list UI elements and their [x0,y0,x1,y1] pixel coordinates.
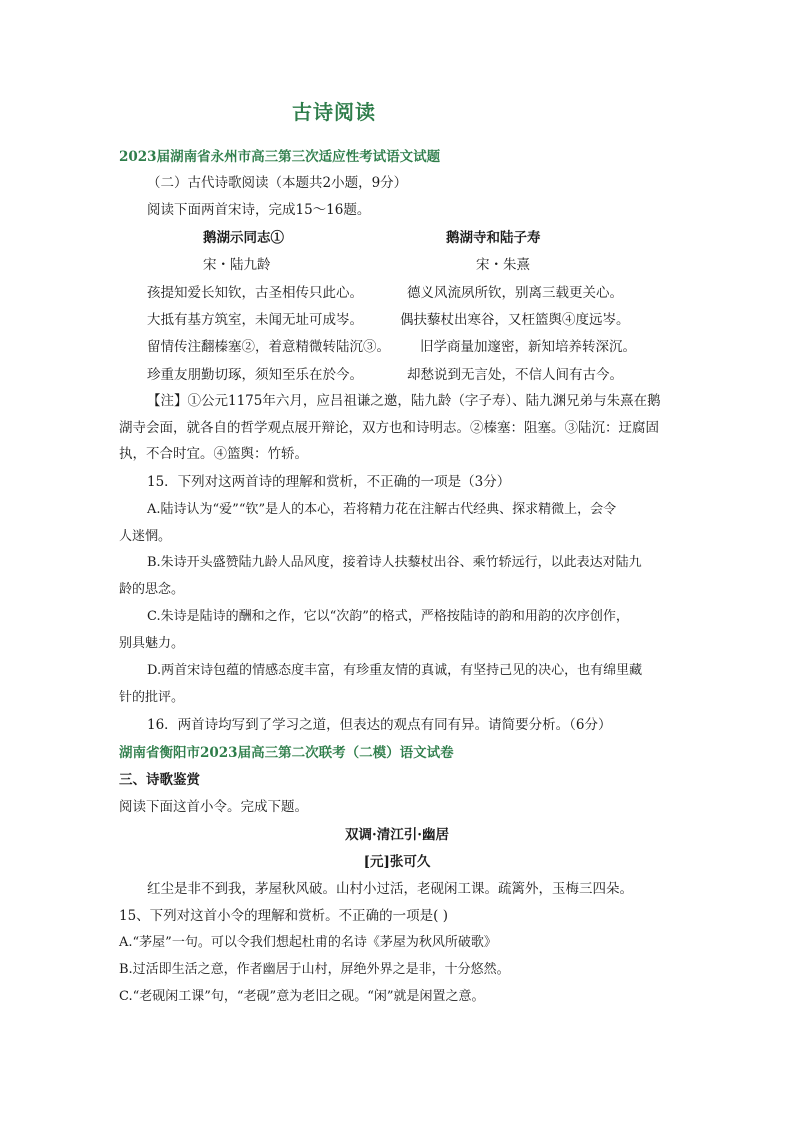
option-d-cont: 针的批评。 [119,690,185,705]
poem1-line: 珍重友朋勤切琢，须知至乐在於今。 [147,367,363,383]
poem1-line: 孩提知爱长知钦，古圣相传只此心。 [147,285,363,301]
section-heading-2: 三、诗歌鉴赏 [119,772,200,788]
poem2-author: 宋・朱熹 [476,257,530,273]
source-heading-2: 湖南省衡阳市2023届高三第二次联考（二模）语文试卷 [119,745,454,761]
option-b-cont: 龄的思念。 [119,582,185,597]
poem1-line: 大抵有基方筑室，未闻无址可成岑。 [147,312,363,328]
option-b: B.朱诗开头盛赞陆九龄人品风度，接着诗人扶藜杖出谷、乘竹轿远行，以此表达对陆九 [147,555,642,570]
poem2-title: 鹅湖寺和陆子寿 [446,230,541,246]
poem2-line: 偶扶藜杖出寒谷，又枉篮舆④度远岑。 [400,312,630,328]
option-c-2: C.“老砚闲工课”句，“老砚”意为老旧之砚。“闲”就是闲置之意。 [119,989,485,1004]
instruction: 阅读下面两首宋诗，完成15～16题。 [147,202,371,218]
question-16: 16．两首诗均写到了学习之道，但表达的观点有同有异。请简要分析。（6分） [147,717,612,733]
instruction-2: 阅读下面这首小令。完成下题。 [119,799,308,815]
note-text: 【注】①公元1175年六月，应吕祖谦之邀，陆九龄（字子寿）、陆九渊兄弟与朱熹在鹅 [147,393,661,409]
page-title: 古诗阅读 [292,100,376,124]
source-heading-1: 2023届湖南省永州市高三第三次适应性考试语文试题 [119,149,441,165]
section-heading: （二）古代诗歌阅读（本题共2小题，9分） [147,175,408,191]
poem1-line: 留情传注翻榛塞②，着意精微转陆沉③。 [147,339,390,355]
note-text: 湖寺会面，就各自的哲学观点展开辩论，双方也和诗明志。②榛塞：阻塞。③陆沉：迂腐固 [119,420,659,436]
poem2-line: 却愁说到无言处，不信人间有古今。 [407,367,623,383]
option-a-cont: 人迷惘。 [119,529,172,544]
poem-author: [元]张可久 [363,854,431,870]
option-a: A.陆诗认为“爱”“钦”是人的本心，若将精力花在注解古代经典、探求精微上，会令 [147,502,617,517]
poem2-line: 德义风流夙所钦，别离三载更关心。 [407,285,623,301]
option-b-2: B.过活即生活之意，作者幽居于山村，屏绝外界之是非，十分悠然。 [119,962,510,977]
question-15b: 15、下列对这首小令的理解和赏析。不正确的一项是( ) [119,908,449,924]
poem1-title: 鹅湖示同志① [203,230,284,246]
option-c-cont: 别具魅力。 [119,636,185,651]
poem-title: 双调·清江引·幽居 [345,827,449,843]
poem1-author: 宋・陆九龄 [203,257,271,273]
poem2-line: 旧学商量加邃密，新知培养转深沉。 [420,339,636,355]
option-a-2: A.“茅屋”一句。可以令我们想起杜甫的名诗《茅屋为秋风所破歌》 [119,935,497,950]
option-c: C.朱诗是陆诗的酬和之作，它以“次韵”的格式，严格按陆诗的韵和用韵的次序创作， [147,609,629,624]
note-text: 执，不合时宜。④篮舆：竹轿。 [119,446,308,462]
option-d: D.两首宋诗包蕴的情感态度丰富，有珍重友情的真诚，有坚持己见的决心，也有绵里藏 [147,663,643,678]
question-15: 15．下列对这两首诗的理解和赏析，不正确的一项是（3分） [147,474,511,490]
poem-text: 红尘是非不到我，茅屋秋风破。山村小过活，老砚闲工课。疏篱外，玉梅三四朵。 [147,881,633,897]
